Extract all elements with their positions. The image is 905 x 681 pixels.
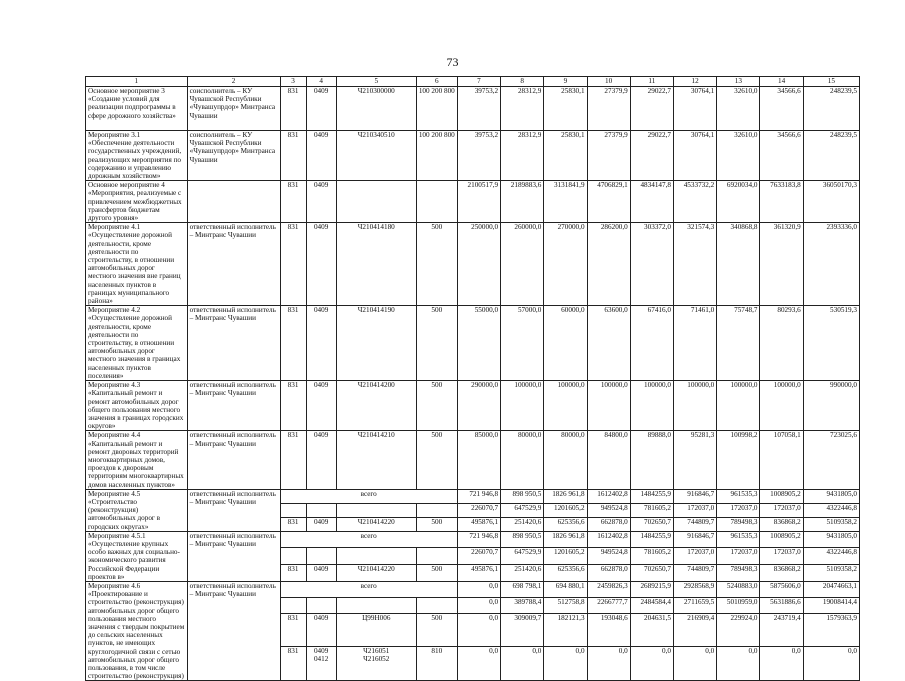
amount-cell: 95281,3	[674, 431, 717, 489]
table-row	[86, 381, 860, 431]
amount-cell: 361320,9	[760, 223, 803, 306]
amount-cell: 67416,0	[630, 306, 673, 381]
amount-cell: 2189883,6	[501, 181, 544, 223]
funding-source: всего	[280, 489, 457, 503]
amount-cell: 647529,9	[501, 548, 544, 565]
amount-cell: 9431805,0	[803, 531, 859, 548]
amount-cell: 1612402,8	[587, 489, 630, 503]
amount-cell: 662878,0	[587, 517, 630, 531]
amount-cell: 625356,6	[544, 565, 587, 582]
expense-type-code: 500	[416, 517, 457, 531]
column-number: 8	[501, 77, 544, 87]
amount-cell: 2689215,9	[630, 581, 673, 597]
section-code: 0409	[306, 131, 336, 181]
column-number: 6	[416, 77, 457, 87]
amount-cell: 193048,6	[587, 614, 630, 646]
amount-cell: 530519,3	[803, 306, 859, 381]
amount-cell: 3131841,9	[544, 181, 587, 223]
column-number: 9	[544, 77, 587, 87]
amount-cell: 100000,0	[501, 381, 544, 431]
amount-cell: 100000,0	[544, 381, 587, 431]
amount-cell: 63600,0	[587, 306, 630, 381]
amount-cell: 100998,2	[717, 431, 760, 489]
expense-type-code: 810	[416, 646, 457, 681]
amount-cell: 836868,2	[760, 565, 803, 582]
executor: ответственный исполнитель – Минтранс Чувашии	[187, 381, 280, 431]
activity-name: Мероприятие 4.6 «Проектирование и строительство (реконструкция) автомобильных дорог общего пользования местного значения с твердым покрытием до сельских населенных пунктов, не имеющих круглогодичной связи с сетью автомобильных дорог общего пользования, в том числе строительство (реконструкция)	[86, 581, 188, 680]
target-code: Ч210414220	[336, 565, 416, 582]
amount-cell: 1008905,2	[760, 489, 803, 503]
target-code: Ч210414210	[336, 431, 416, 489]
amount-cell: 100000,0	[717, 381, 760, 431]
amount-cell: 229924,0	[717, 614, 760, 646]
amount-cell: 19008414,4	[803, 598, 859, 614]
ministry-code: 831	[280, 181, 306, 223]
amount-cell: 39753,2	[457, 87, 500, 131]
amount-cell: 961535,3	[717, 489, 760, 503]
column-number: 13	[717, 77, 760, 87]
activity-name: Мероприятие 4.1 «Осуществление дорожной деятельности, кроме деятельности по строительству, в отношении автомобильных дорог местного значения вне границ населенных пунктов в границах муниципального района»	[86, 223, 188, 306]
amount-cell: 0,0	[674, 646, 717, 681]
column-number: 10	[587, 77, 630, 87]
column-number: 12	[674, 77, 717, 87]
amount-cell: 172037,0	[717, 503, 760, 517]
table-row	[86, 531, 860, 548]
amount-cell: 4834147,8	[630, 181, 673, 223]
section-code: 0409	[306, 87, 336, 131]
amount-cell: 251420,6	[501, 565, 544, 582]
amount-cell: 29022,7	[630, 87, 673, 131]
section-code	[306, 548, 336, 565]
amount-cell: 702650,7	[630, 517, 673, 531]
amount-cell: 34566,6	[760, 131, 803, 181]
amount-cell: 100000,0	[760, 381, 803, 431]
column-number: 15	[803, 77, 859, 87]
amount-cell: 29022,7	[630, 131, 673, 181]
amount-cell: 625356,6	[544, 517, 587, 531]
amount-cell: 495876,1	[457, 517, 500, 531]
ministry-code: 831	[280, 87, 306, 131]
amount-cell: 226070,7	[457, 548, 500, 565]
executor: соисполнитель – КУ Чувашской Республики «Чувашупрдор» Минтранса Чувашии	[187, 87, 280, 131]
target-code: Ч210414200	[336, 381, 416, 431]
amount-cell: 0,0	[457, 581, 500, 597]
amount-cell: 2100517,9	[457, 181, 500, 223]
amount-cell: 309009,7	[501, 614, 544, 646]
amount-cell: 781605,2	[630, 548, 673, 565]
section-code: 0409	[306, 614, 336, 646]
target-code: Ч210414190	[336, 306, 416, 381]
ministry-code: 831	[280, 565, 306, 582]
amount-cell: 100000,0	[674, 381, 717, 431]
amount-cell: 781605,2	[630, 503, 673, 517]
amount-cell: 5109358,2	[803, 517, 859, 531]
amount-cell: 916846,7	[674, 531, 717, 548]
amount-cell: 0,0	[544, 646, 587, 681]
ministry-code: 831	[280, 614, 306, 646]
amount-cell: 0,0	[457, 614, 500, 646]
executor: ответственный исполнитель – Минтранс Чувашии	[187, 431, 280, 489]
executor: ответственный исполнитель – Минтранс Чувашии	[187, 306, 280, 381]
amount-cell: 4322446,8	[803, 548, 859, 565]
target-code: Ч216051 Ч216052	[336, 646, 416, 681]
amount-cell: 100000,0	[587, 381, 630, 431]
amount-cell: 0,0	[457, 646, 500, 681]
section-code: 0409	[306, 431, 336, 489]
amount-cell: 4706829,1	[587, 181, 630, 223]
ministry-code: 831	[280, 131, 306, 181]
column-number: 3	[280, 77, 306, 87]
amount-cell: 80000,0	[544, 431, 587, 489]
amount-cell: 248239,5	[803, 87, 859, 131]
ministry-code: 831	[280, 306, 306, 381]
amount-cell: 990000,0	[803, 381, 859, 431]
amount-cell: 721 946,8	[457, 489, 500, 503]
ministry-code	[280, 503, 306, 517]
column-number: 4	[306, 77, 336, 87]
amount-cell: 2266777,7	[587, 598, 630, 614]
funding-source: всего	[280, 581, 457, 597]
ministry-code: 831	[280, 381, 306, 431]
amount-cell: 340868,8	[717, 223, 760, 306]
amount-cell: 1201605,2	[544, 503, 587, 517]
amount-cell: 20474663,1	[803, 581, 859, 597]
amount-cell: 39753,2	[457, 131, 500, 181]
amount-cell: 721 946,8	[457, 531, 500, 548]
executor: ответственный исполнитель – Минтранс Чувашии	[187, 223, 280, 306]
amount-cell: 1484255,9	[630, 531, 673, 548]
section-code: 0409	[306, 181, 336, 223]
amount-cell: 5109358,2	[803, 565, 859, 582]
amount-cell: 0,0	[587, 646, 630, 681]
amount-cell: 260000,0	[501, 223, 544, 306]
amount-cell: 182121,3	[544, 614, 587, 646]
ministry-code	[280, 598, 306, 614]
amount-cell: 100000,0	[630, 381, 673, 431]
activity-name: Основное мероприятие 3 «Создание условий для реализации подпрограммы в сфере дорожного хозяйства»	[86, 87, 188, 131]
amount-cell: 172037,0	[674, 548, 717, 565]
executor: ответственный исполнитель – Минтранс Чувашии	[187, 531, 280, 581]
amount-cell: 32610,0	[717, 87, 760, 131]
amount-cell: 286200,0	[587, 223, 630, 306]
ministry-code: 831	[280, 431, 306, 489]
amount-cell: 1484255,9	[630, 489, 673, 503]
section-code: 0409	[306, 223, 336, 306]
section-code	[306, 598, 336, 614]
target-code: Ч210340510	[336, 131, 416, 181]
amount-cell: 0,0	[630, 646, 673, 681]
target-code: Ч210300000	[336, 87, 416, 131]
amount-cell: 662878,0	[587, 565, 630, 582]
amount-cell: 916846,7	[674, 489, 717, 503]
amount-cell: 84800,0	[587, 431, 630, 489]
activity-name: Мероприятие 4.3 «Капитальный ремонт и ремонт автомобильных дорог общего пользования местного значения в границах городских округов»	[86, 381, 188, 431]
amount-cell: 248239,5	[803, 131, 859, 181]
section-code: 0409	[306, 306, 336, 381]
amount-cell: 702650,7	[630, 565, 673, 582]
table-row	[86, 431, 860, 489]
section-code	[306, 503, 336, 517]
column-number: 2	[187, 77, 280, 87]
activity-name: Мероприятие 4.5.1 «Осуществление крупных особо важных для социально-экономического развития Российской Федерации проектов в»	[86, 531, 188, 581]
table-row	[86, 489, 860, 503]
amount-cell: 172037,0	[760, 503, 803, 517]
target-code: Ч210414180	[336, 223, 416, 306]
section-code: 0409	[306, 517, 336, 531]
amount-cell: 0,0	[717, 646, 760, 681]
amount-cell: 216909,4	[674, 614, 717, 646]
amount-cell: 836868,2	[760, 517, 803, 531]
amount-cell: 28312,9	[501, 87, 544, 131]
ministry-code: 831	[280, 223, 306, 306]
amount-cell: 27379,9	[587, 87, 630, 131]
column-number: 11	[630, 77, 673, 87]
table-row	[86, 181, 860, 223]
amount-cell: 5010959,0	[717, 598, 760, 614]
expense-type-code: 100 200 800	[416, 131, 457, 181]
amount-cell: 71461,0	[674, 306, 717, 381]
expense-type-code	[416, 598, 457, 614]
amount-cell: 2459826,3	[587, 581, 630, 597]
amount-cell: 89888,0	[630, 431, 673, 489]
amount-cell: 723025,6	[803, 431, 859, 489]
amount-cell: 744809,7	[674, 565, 717, 582]
expense-type-code: 500	[416, 223, 457, 306]
amount-cell: 28312,9	[501, 131, 544, 181]
amount-cell: 9431805,0	[803, 489, 859, 503]
amount-cell: 961535,3	[717, 531, 760, 548]
amount-cell: 0,0	[457, 598, 500, 614]
amount-cell: 1201605,2	[544, 548, 587, 565]
ministry-code: 831	[280, 517, 306, 531]
amount-cell: 80293,6	[760, 306, 803, 381]
amount-cell: 5240883,0	[717, 581, 760, 597]
target-code	[336, 598, 416, 614]
column-number-row	[86, 77, 860, 87]
amount-cell: 647529,9	[501, 503, 544, 517]
column-number: 1	[86, 77, 188, 87]
amount-cell: 389788,4	[501, 598, 544, 614]
activity-name: Мероприятие 4.5 «Строительство (реконструкция) автомобильных дорог в городских округах»	[86, 489, 188, 531]
amount-cell: 303372,0	[630, 223, 673, 306]
activity-name: Мероприятие 3.1 «Обеспечение деятельности государственных учреждений, реализующих мероприятия по содержанию и управлению дорожным хозяйством»	[86, 131, 188, 181]
amount-cell: 694 880,1	[544, 581, 587, 597]
amount-cell: 172037,0	[674, 503, 717, 517]
amount-cell: 7633183,8	[760, 181, 803, 223]
amount-cell: 25830,1	[544, 87, 587, 131]
target-code: Ч210414220	[336, 517, 416, 531]
amount-cell: 1826 961,8	[544, 531, 587, 548]
expense-type-code: 100 200 800	[416, 87, 457, 131]
amount-cell: 789498,3	[717, 517, 760, 531]
ministry-code: 831	[280, 646, 306, 681]
target-code	[336, 503, 416, 517]
amount-cell: 107058,1	[760, 431, 803, 489]
page-number: 73	[446, 55, 459, 69]
amount-cell: 30764,1	[674, 131, 717, 181]
expense-type-code: 500	[416, 431, 457, 489]
expense-type-code	[416, 181, 457, 223]
section-code: 0409	[306, 381, 336, 431]
column-number: 14	[760, 77, 803, 87]
table-row	[86, 87, 860, 131]
amount-cell: 1008905,2	[760, 531, 803, 548]
section-code: 0409 0412	[306, 646, 336, 681]
expense-type-code	[416, 548, 457, 565]
amount-cell: 36050170,3	[803, 181, 859, 223]
executor: соисполнитель – КУ Чувашской Республики «Чувашупрдор» Минтранса Чувашии	[187, 131, 280, 181]
executor: ответственный исполнитель – Минтранс Чувашии	[187, 489, 280, 531]
activity-name: Мероприятие 4.4 «Капитальный ремонт и ремонт дворовых территорий многоквартирных домов, проездов к дворовым территориям многоквартирных домов населенных пунктов»	[86, 431, 188, 489]
amount-cell: 30764,1	[674, 87, 717, 131]
amount-cell: 290000,0	[457, 381, 500, 431]
amount-cell: 172037,0	[717, 548, 760, 565]
budget-table	[85, 76, 860, 681]
target-code	[336, 548, 416, 565]
amount-cell: 204631,5	[630, 614, 673, 646]
expense-type-code: 500	[416, 614, 457, 646]
amount-cell: 243719,4	[760, 614, 803, 646]
amount-cell: 55000,0	[457, 306, 500, 381]
amount-cell: 75748,7	[717, 306, 760, 381]
table-row	[86, 581, 860, 597]
amount-cell: 226070,7	[457, 503, 500, 517]
amount-cell: 27379,9	[587, 131, 630, 181]
amount-cell: 898 950,5	[501, 531, 544, 548]
amount-cell: 321574,3	[674, 223, 717, 306]
amount-cell: 949524,8	[587, 503, 630, 517]
amount-cell: 5875606,0	[760, 581, 803, 597]
executor: ответственный исполнитель – Минтранс Чувашии	[187, 581, 280, 680]
ministry-code	[280, 548, 306, 565]
amount-cell: 0,0	[760, 646, 803, 681]
expense-type-code: 500	[416, 381, 457, 431]
activity-name: Мероприятие 4.2 «Осуществление дорожной деятельности, кроме деятельности по строительству, в отношении автомобильных дорог местного значения в границах населенных пунктов поселения»	[86, 306, 188, 381]
expense-type-code: 500	[416, 306, 457, 381]
amount-cell: 80000,0	[501, 431, 544, 489]
amount-cell: 6920034,0	[717, 181, 760, 223]
amount-cell: 32610,0	[717, 131, 760, 181]
amount-cell: 949524,8	[587, 548, 630, 565]
column-number: 7	[457, 77, 500, 87]
section-code: 0409	[306, 565, 336, 582]
amount-cell: 0,0	[803, 646, 859, 681]
target-code	[336, 181, 416, 223]
executor	[187, 181, 280, 223]
table-row	[86, 306, 860, 381]
amount-cell: 495876,1	[457, 565, 500, 582]
amount-cell: 250000,0	[457, 223, 500, 306]
amount-cell: 172037,0	[760, 548, 803, 565]
amount-cell: 2484584,4	[630, 598, 673, 614]
amount-cell: 57000,0	[501, 306, 544, 381]
amount-cell: 270000,0	[544, 223, 587, 306]
amount-cell: 34566,6	[760, 87, 803, 131]
amount-cell: 0,0	[501, 646, 544, 681]
amount-cell: 898 950,5	[501, 489, 544, 503]
amount-cell: 512758,8	[544, 598, 587, 614]
amount-cell: 1612402,8	[587, 531, 630, 548]
amount-cell: 60000,0	[544, 306, 587, 381]
target-code: Ц99Н006	[336, 614, 416, 646]
amount-cell: 789498,3	[717, 565, 760, 582]
column-number: 5	[336, 77, 416, 87]
amount-cell: 4322446,8	[803, 503, 859, 517]
amount-cell: 4533732,2	[674, 181, 717, 223]
amount-cell: 1826 961,8	[544, 489, 587, 503]
expense-type-code: 500	[416, 565, 457, 582]
activity-name: Основное мероприятие 4 «Мероприятия, реализуемые с привлечением межбюджетных трансфертов бюджетам другого уровня»	[86, 181, 188, 223]
expense-type-code	[416, 503, 457, 517]
amount-cell: 85000,0	[457, 431, 500, 489]
amount-cell: 1579363,9	[803, 614, 859, 646]
amount-cell: 698 798,1	[501, 581, 544, 597]
amount-cell: 2393336,0	[803, 223, 859, 306]
amount-cell: 2711659,5	[674, 598, 717, 614]
amount-cell: 5631886,6	[760, 598, 803, 614]
amount-cell: 25830,1	[544, 131, 587, 181]
amount-cell: 251420,6	[501, 517, 544, 531]
table-row	[86, 223, 860, 306]
table-row	[86, 131, 860, 181]
funding-source: всего	[280, 531, 457, 548]
amount-cell: 744809,7	[674, 517, 717, 531]
amount-cell: 2928568,9	[674, 581, 717, 597]
